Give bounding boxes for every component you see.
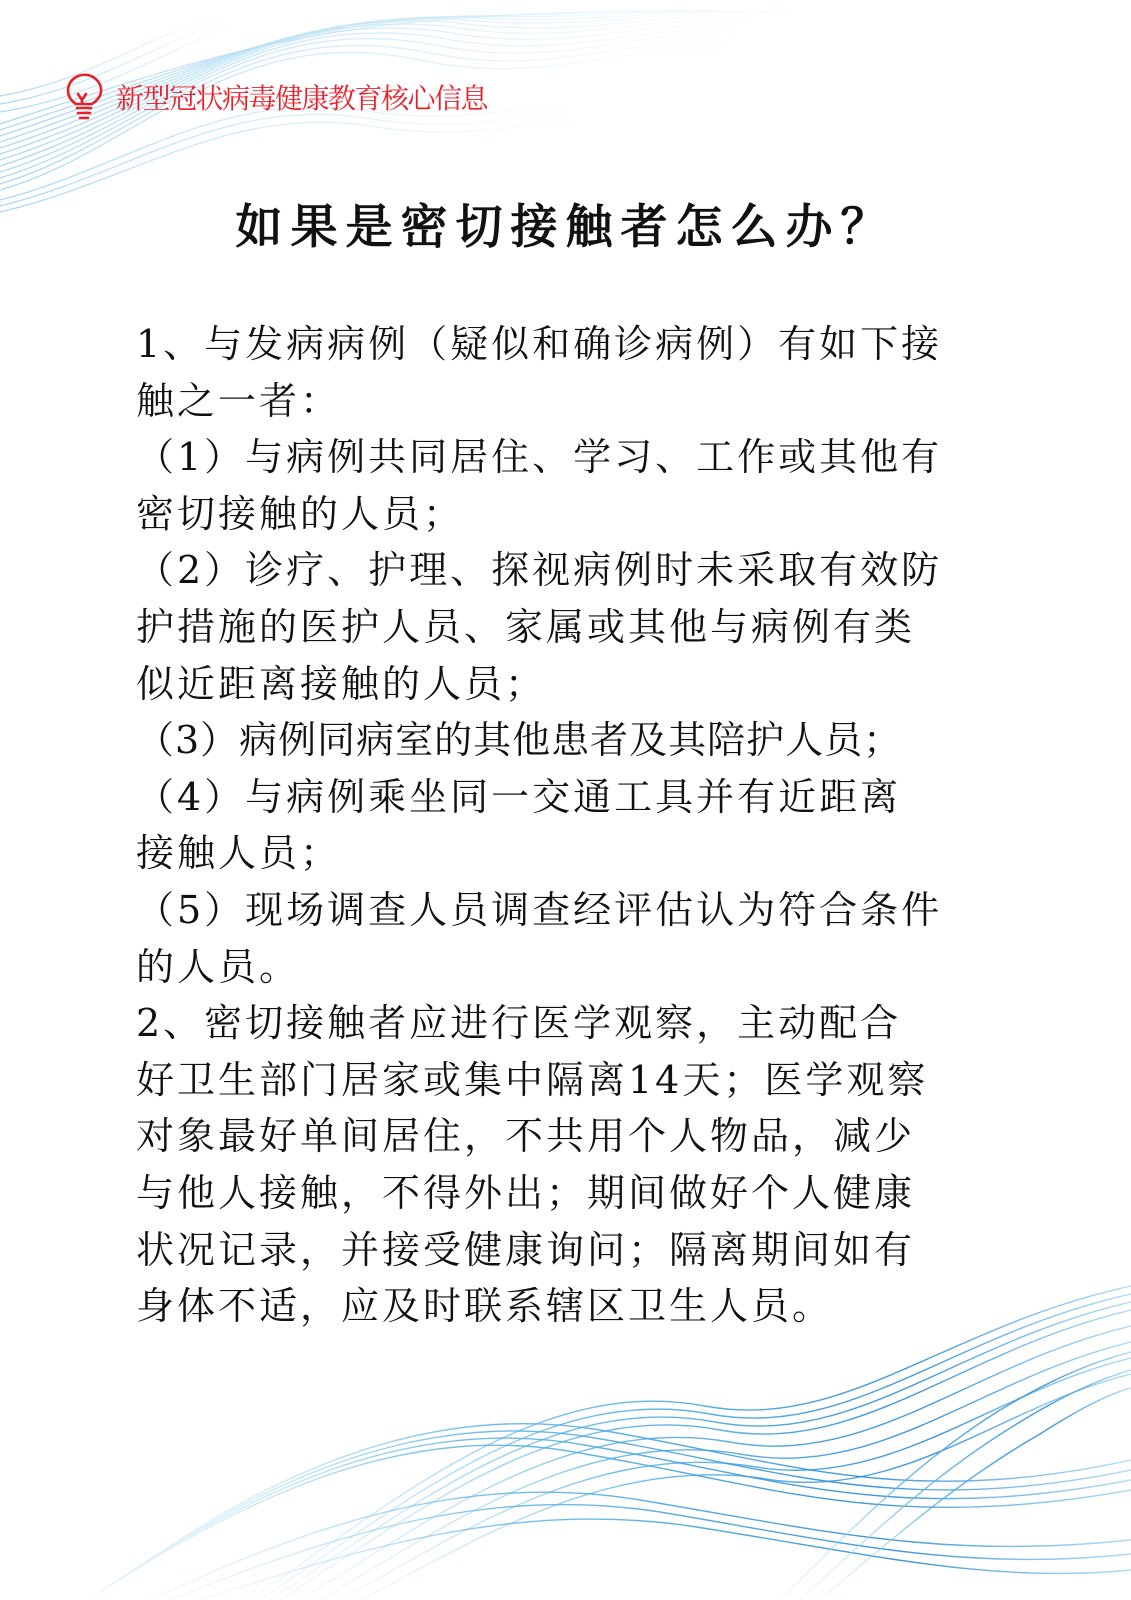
text-line: 身体不适，应及时联系辖区卫生人员。 bbox=[136, 1284, 834, 1329]
text-line: （4）与病例乘坐同一交通工具并有近距离 bbox=[136, 774, 902, 819]
text-line: 密切接触的人员； bbox=[136, 491, 465, 536]
text-line: 的人员。 bbox=[136, 944, 301, 989]
text-line: （2）诊疗、护理、探视病例时未采取有效防 bbox=[136, 548, 943, 593]
lightbulb-icon bbox=[62, 72, 106, 122]
text-line: 2、密切接触者应进行医学观察，主动配合 bbox=[136, 1001, 902, 1046]
text-line: 护措施的医护人员、家属或其他与病例有类 bbox=[136, 604, 916, 649]
text-line: （3）病例同病室的其他患者及其陪护人员； bbox=[136, 718, 903, 763]
text-line: 似近距离接触的人员； bbox=[136, 661, 547, 706]
text-line: 好卫生部门居家或集中隔离14天；医学观察 bbox=[136, 1057, 929, 1102]
text-line: 接触人员； bbox=[136, 831, 342, 876]
text-line: （5）现场调查人员调查经评估认为符合条件 bbox=[136, 887, 943, 932]
text-line: 对象最好单间居住，不共用个人物品，减少 bbox=[136, 1114, 916, 1159]
page-title: 如果是密切接触者怎么办？ bbox=[235, 200, 896, 255]
body-text bbox=[136, 316, 1056, 1335]
text-line: 与他人接触，不得外出；期间做好个人健康 bbox=[136, 1170, 916, 1215]
text-line: （1）与病例共同居住、学习、工作或其他有 bbox=[136, 435, 943, 480]
header-text: 新型冠状病毒健康教育核心信息 bbox=[116, 82, 488, 115]
text-line: 1、与发病病例（疑似和确诊病例）有如下接 bbox=[136, 322, 943, 366]
text-line: 状况记录，并接受健康询问；隔离期间如有 bbox=[136, 1227, 916, 1272]
header bbox=[62, 72, 487, 122]
text-line: 触之一者： bbox=[136, 378, 342, 423]
